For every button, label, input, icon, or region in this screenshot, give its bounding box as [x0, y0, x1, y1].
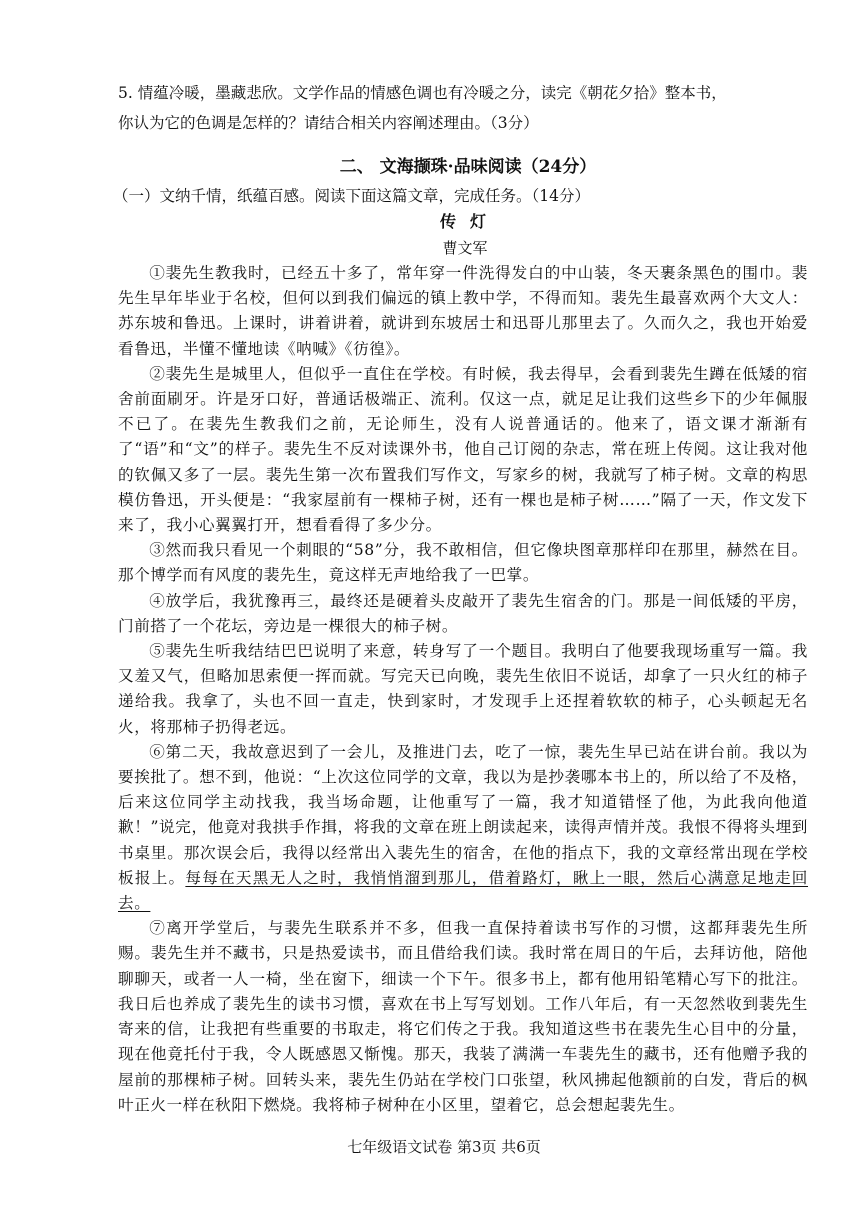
page-footer: 七年级语文试卷 第3页 共6页	[347, 1138, 541, 1156]
paragraph-1: ①裴先生教我时，已经五十多了，常年穿一件洗得发白的中山装，冬天裹条黑色的围巾。裴先生早年毕业于名校，但何以到我们偏远的镇上教中学，不得而知。裴先生最喜欢两个大文人：苏东坡和鲁迅。上课时，讲着讲着，就讲到东坡居士和迅哥儿那里去了。久而久之，我也开始爱看鲁迅，半懂不懂地读《呐喊》《彷徨》。	[118, 264, 808, 358]
paragraph-6-text: ⑥第二天，我故意迟到了一会儿，及推进门去，吃了一惊，裴先生早已站在讲台前。我以为要挨批了。想不到，他说：“上次这位同学的文章，我以为是抄袭哪本书上的，所以给了不及格，后来这位同学主动找我，我当场命题，让他重写了一篇，我才知道错怪了他，为此我向他道歉！”说完，他竟对我拱手作揖，将我的文章在班上朗读起来，读得声情并茂。我恨不得将头埋到书桌里。那次误会后，我得以经常出入裴先生的宿舍，在他的指点下，我的文章经常出现在学校板报上。	[118, 742, 808, 887]
paragraph-7: ⑦离开学堂后，与裴先生联系并不多，但我一直保持着读书写作的习惯，这都拜裴先生所赐。裴先生并不藏书，只是热爱读书，而且借给我们读。我时常在周日的午后，去拜访他，陪他聊聊天，或者一人一椅，坐在窗下，细读一个下午。很多书上，都有他用铅笔精心写下的批注。我日后也养成了裴先生的读书习惯，喜欢在书上写写划划。工作八年后，有一天忽然收到裴先生寄来的信，让我把有些重要的书取走，将它们传之于我。我知道这些书在裴先生心目中的分量，现在他竟托付于我，令人既感恩又惭愧。那天，我装了满满一车裴先生的藏书，还有他赠予我的屋前的那棵柿子树。回转头来，裴先生仍站在学校门口张望，秋风拂起他额前的白发，背后的枫叶正火一样在秋阳下燃烧。我将柿子树种在小区里，望着它，总会想起裴先生。	[118, 919, 808, 1114]
question-5-line1: 5. 情蕴冷暖，墨藏悲欣。文学作品的情感色调也有冷暖之分，读完《朝花夕拾》整本书，	[118, 84, 727, 102]
article-title: 传灯	[439, 212, 500, 231]
underlined-sentence: 每每在天黑无人之时，我悄悄溜到那儿，借着路灯，瞅上一眼，然后心满意足地走回去。	[118, 868, 809, 913]
question-5-line2: 你认为它的色调是怎样的？请结合相关内容阐述理由。（3分）	[118, 114, 539, 132]
paragraph-6	[118, 740, 808, 916]
paragraph-5: ⑤裴先生听我结结巴巴说明了来意，转身写了一个题目。我明白了他要我现场重写一篇。我又羞又气，但略加思索便一挥而就。写完天已向晚，裴先生依旧不说话，却拿了一只火红的柿子递给我。我拿了，头也不回一直走，快到家时，才发现手上还捏着软软的柿子，心头顿起无名火，将那柿子扔得老远。	[118, 642, 808, 736]
paragraph-4: ④放学后，我犹豫再三，最终还是硬着头皮敲开了裴先生宿舍的门。那是一间低矮的平房，门前搭了一个花坛，旁边是一棵很大的柿子树。	[118, 591, 808, 635]
section-title: 二、 文海撷珠·品味阅读（24分）	[339, 157, 597, 177]
paragraph-3: ③然而我只看见一个刺眼的“58”分，我不敢相信，但它像块图章那样印在那里，赫然在目。那个博学而有风度的裴先生，竟这样无声地给我了一巴掌。	[118, 541, 808, 585]
question-5	[118, 78, 808, 138]
paragraph-2: ②裴先生是城里人，但似乎一直住在学校。有时候，我去得早，会看到裴先生蹲在低矮的宿舍前面刷牙。许是牙口好，普通话极端正、流利。仅这一点，就足足让我们这些乡下的少年佩服不已了。在裴先生教我们之前，无论师生，没有人说普通话的。他来了，语文课才渐渐有了“语”和“文”的样子。裴先生不反对读课外书，他自己订阅的杂志，常在班上传阅。这让我对他的钦佩又多了一层。裴先生第一次布置我们写作文，写家乡的树，我就写了柿子树。文章的构思模仿鲁迅，开头便是：“我家屋前有一棵柿子树，还有一棵也是柿子树……”隔了一天，作文发下来了，我小心翼翼打开，想看看得了多少分。	[118, 364, 808, 535]
article-author: 曹文军	[442, 239, 488, 257]
part-intro: （一）文纳千情，纸蕴百感。阅读下面这篇文章，完成任务。（14分）	[113, 187, 590, 205]
